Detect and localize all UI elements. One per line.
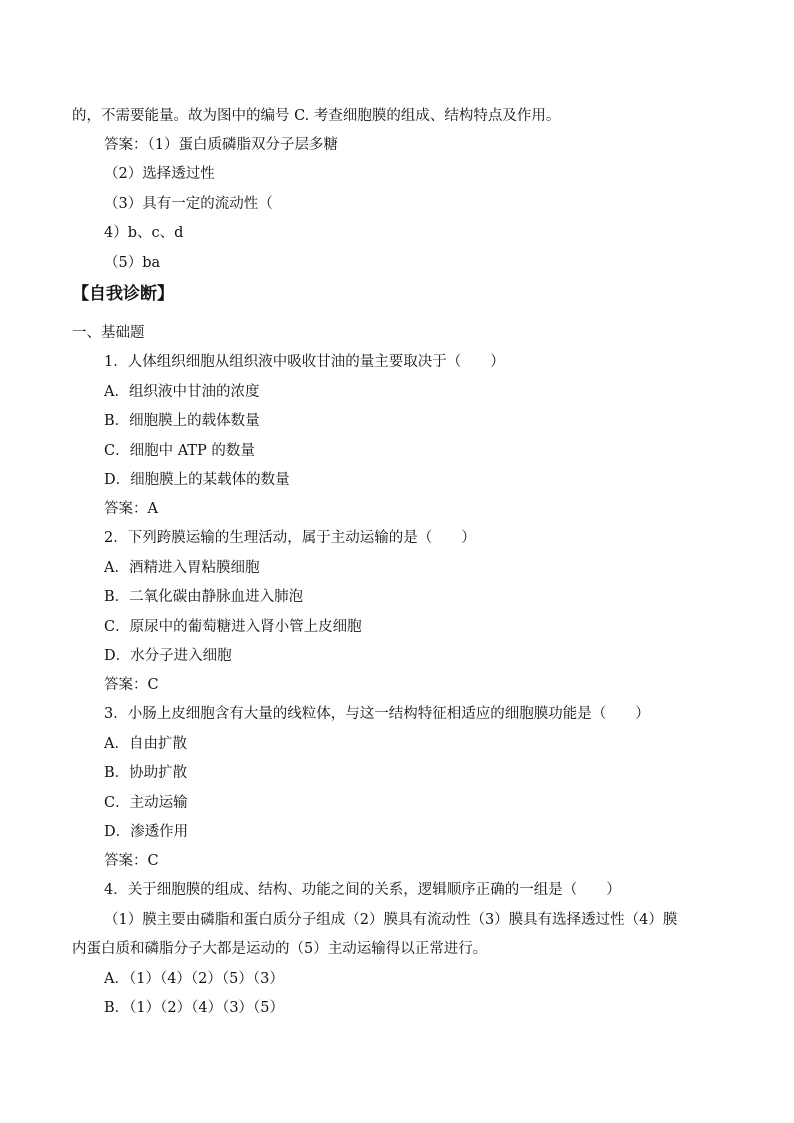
question-stem: 3．小肠上皮细胞含有大量的线粒体，与这一结构特征相适应的细胞膜功能是（ ）	[104, 706, 650, 722]
question-stem: 1．人体组织细胞从组织液中吸收甘油的量主要取决于（ ）	[104, 354, 505, 370]
answer-item-5: （5）ba	[104, 255, 161, 271]
answer-line: 答案：（1）蛋白质磷脂双分子层多糖	[104, 137, 338, 153]
question-option: A．自由扩散	[104, 736, 187, 752]
intro-text-line: 的，不需要能量。故为图中的编号 C. 考查细胞膜的组成、结构特点及作用。	[72, 108, 561, 124]
question-option: B．协助扩散	[104, 765, 188, 781]
question-option: C．主动运输	[104, 795, 188, 811]
question-option: A．组织液中甘油的浓度	[104, 384, 260, 400]
question-option: D．渗透作用	[104, 824, 189, 840]
answer-item-2: （2）选择透过性	[104, 166, 215, 182]
question-option: B．（1）（2）（4）（3）（5）	[104, 1000, 285, 1016]
subsection-title: 一、基础题	[72, 325, 145, 341]
question-stem: 4．关于细胞膜的组成、结构、功能之间的关系，逻辑顺序正确的一组是（ ）	[104, 882, 621, 898]
question-option: A．酒精进入胃粘膜细胞	[104, 560, 260, 576]
question-answer: 答案：C	[104, 853, 159, 869]
question-body: 内蛋白质和磷脂分子大都是运动的（5）主动运输得以正常进行。	[72, 941, 488, 957]
answer-item-4: 4）b、c、d	[104, 225, 184, 241]
question-option: C．细胞中 ATP 的数量	[104, 443, 255, 459]
section-title: 【自我诊断】	[72, 284, 174, 304]
question-option: A．（1）（4）（2）（5）（3）	[104, 971, 284, 987]
question-option: C．原尿中的葡萄糖进入肾小管上皮细胞	[104, 619, 362, 635]
question-answer: 答案：A	[104, 501, 158, 517]
question-answer: 答案：C	[104, 677, 159, 693]
question-option: B．细胞膜上的载体数量	[104, 413, 260, 429]
answer-item-3: （3）具有一定的流动性（	[104, 196, 273, 212]
question-option: D．水分子进入细胞	[104, 648, 232, 664]
question-stem: 2．下列跨膜运输的生理活动，属于主动运输的是（ ）	[104, 530, 476, 546]
question-body: （1）膜主要由磷脂和蛋白质分子组成（2）膜具有流动性（3）膜具有选择透过性（4）膜	[104, 912, 678, 928]
question-option: D．细胞膜上的某载体的数量	[104, 472, 290, 488]
question-option: B．二氧化碳由静脉血进入肺泡	[104, 589, 304, 605]
